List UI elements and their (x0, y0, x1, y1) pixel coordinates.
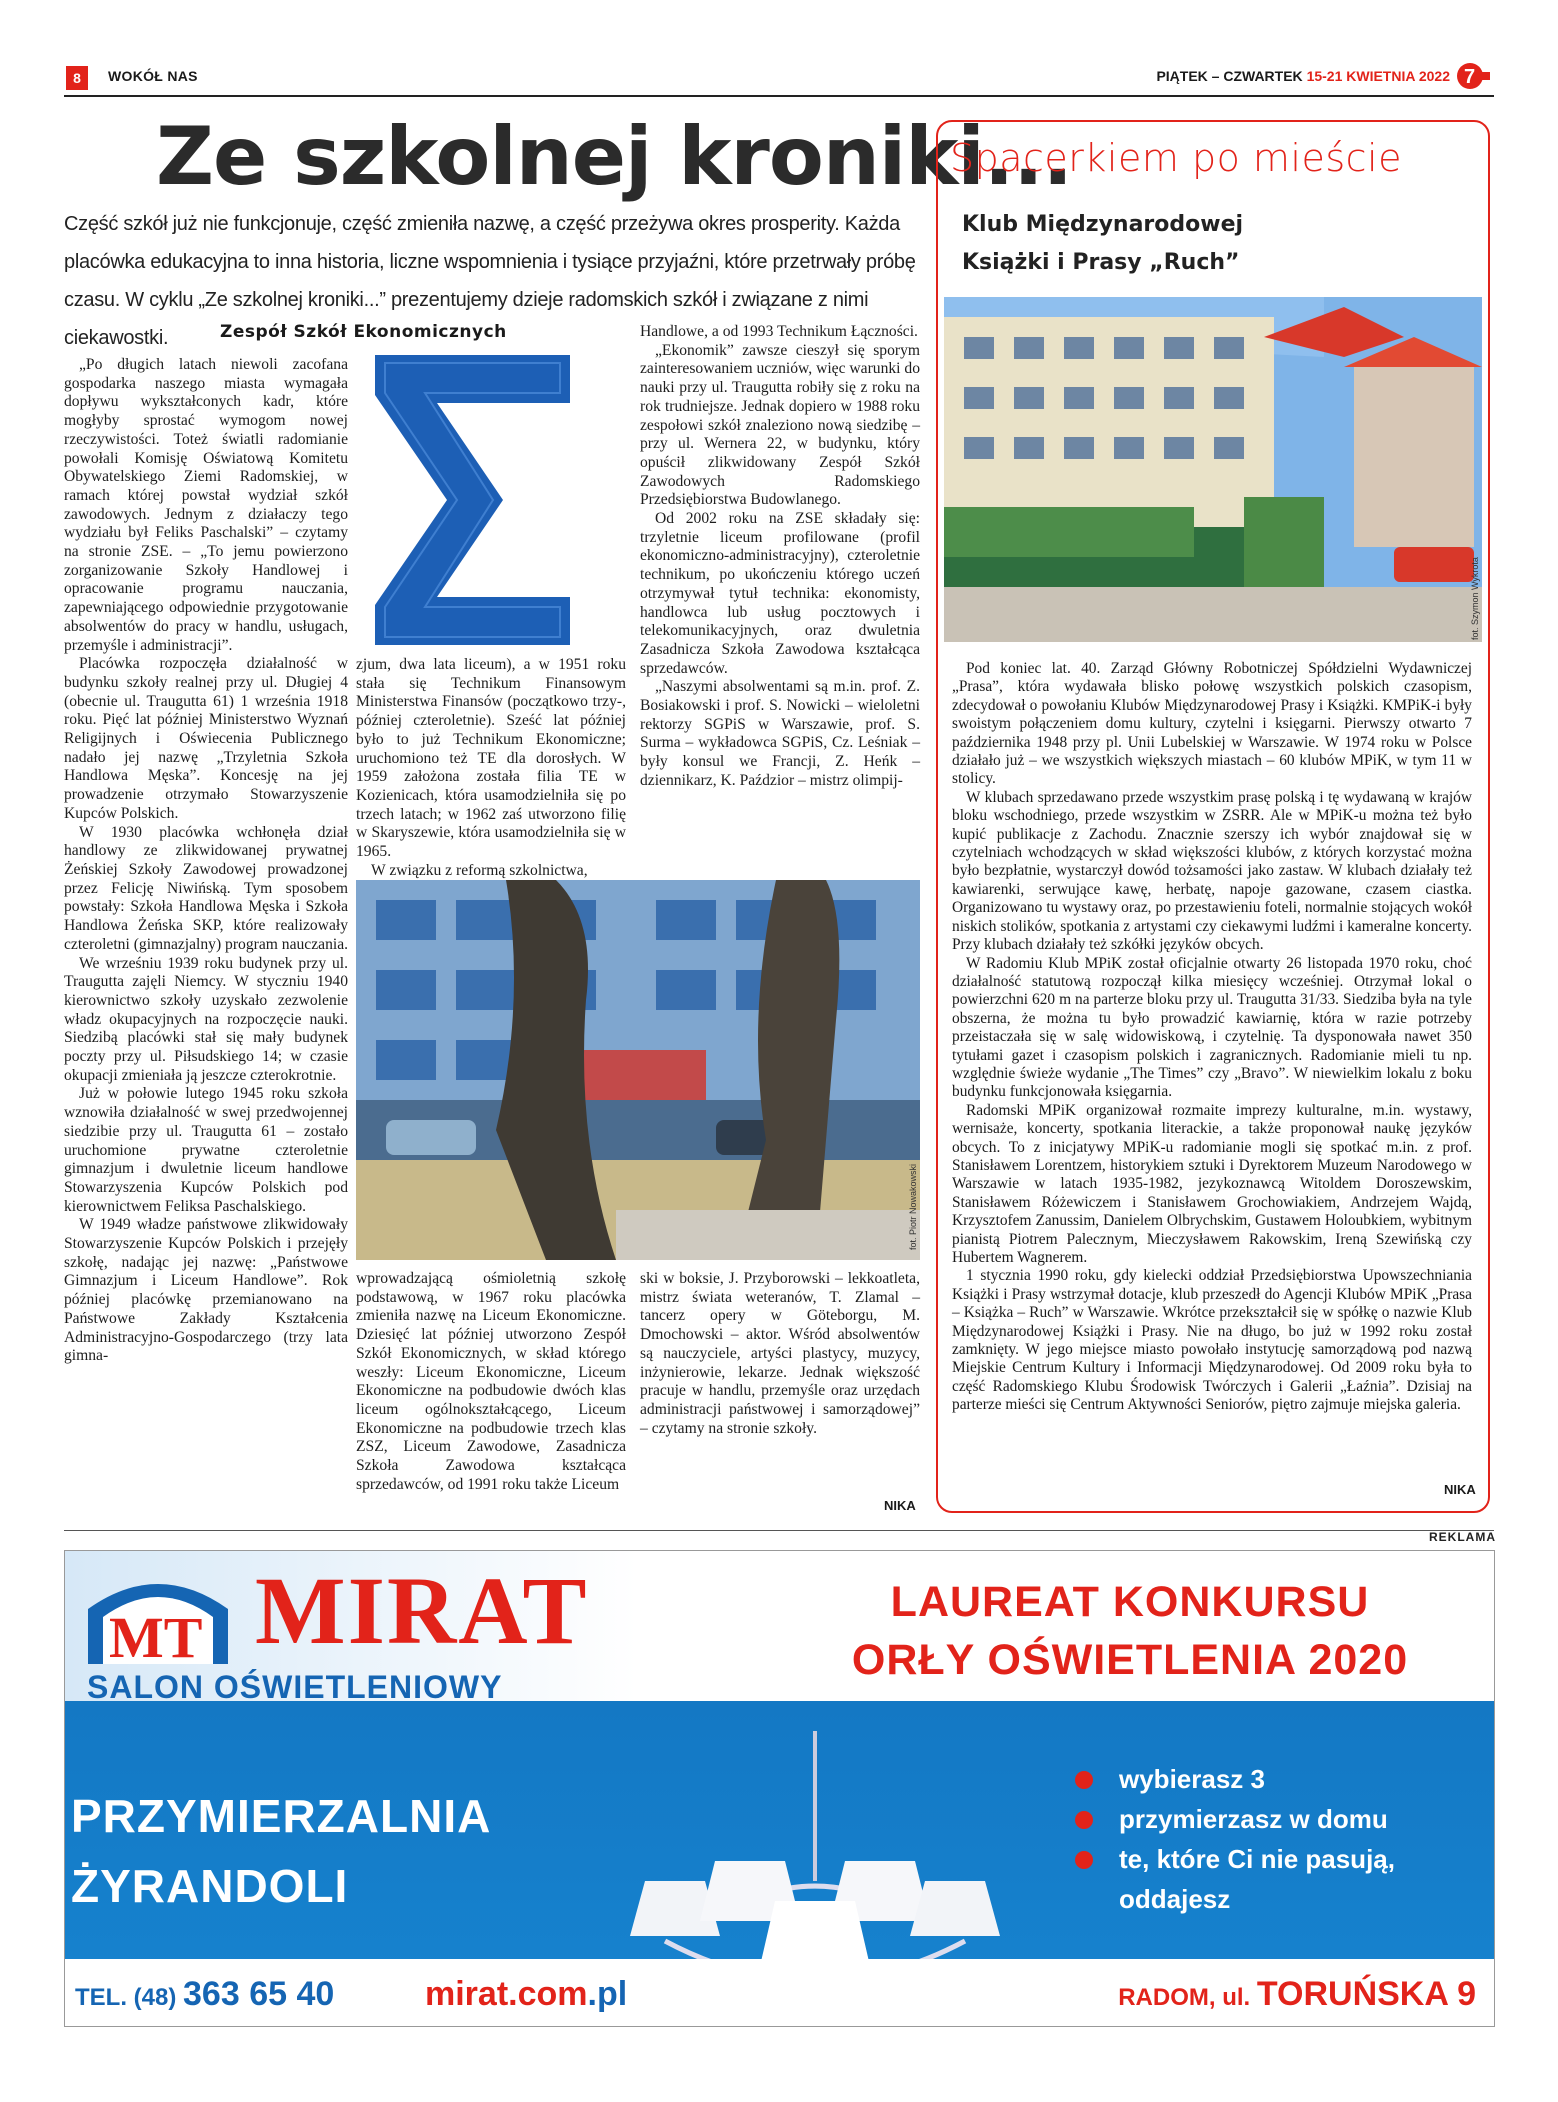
brand-tagline: SALON OŚWIETLENIOWY (87, 1669, 503, 1705)
newspaper-logo-icon (1456, 62, 1490, 90)
school-sigma-logo-icon (375, 355, 570, 645)
paragraph: zjum, dwa lata liceum), a w 1951 roku stała się Technikum Finansowym Ministerstwa Finansów (początkowo trzy-, później czteroletnie). Sześć lat później było to już Technikum Ekonomiczne; uruchomiono też TE dla dorosłych. W 1959 założona została filia TE w Kozienicach, która usamodzielniła się po trzech latach; w 1962 zaś utworzono filię w Skaryszewie, która usamodzielniła się w 1965. (356, 656, 626, 861)
bullet-text: wybierasz 3 (1119, 1764, 1265, 1794)
promo-line: ŻYRANDOLI (71, 1860, 349, 1912)
phone-digits: 363 65 40 (183, 1975, 335, 2013)
date-prefix: PIĄTEK – CZWARTEK (1156, 68, 1307, 84)
website-domain: mirat.com (425, 1975, 588, 2013)
list-item (1075, 1759, 1395, 1799)
list-item (1075, 1879, 1395, 1919)
paragraph: W klubach sprzedawano przede wszystkim prasę polską i tę wydawaną w krajów bloku wschodniego, przede wszystkim w ZSRR. Ale w MPiK-u można też było kupić publikacje z Zachodu. Znacznie szerszy ich wybór znajdował się w czytelniach wchodzących w skład większości klubów, z których korzystać można było bezpłatnie, wystarczył dowód tożsamości jako zastaw. W klubach działały też kawiarenki, serwujące kawę, herbatę, napoje gazowane, czasem ciastka. Organizowano tu wystawy oraz, po przestawieniu foteli, normalnie stojących wokół niskich stolików, spotkania z artystami czy ciekawymi ludźmi i kameralne koncerty. Przy klubach działały też szkółki języków obcych. (952, 788, 1472, 954)
sidebar-photo-credit: fot. Szymon Wykrota (1470, 557, 1480, 640)
paragraph: We wrześniu 1939 roku budynek przy ul. Traugutta zajęli Niemcy. W styczniu 1940 kierownictwo szkoły uzyskało zezwolenie władz okupacyjnych na rozpoczęcie nauki. Siedzibą placówki stał się mały budynek poczty przy ul. Piłsudskiego 14; w czasie okupacji zmieniała ją jeszcze czterokrotnie. (64, 954, 348, 1084)
svg-text:7: 7 (1464, 66, 1476, 88)
paragraph: Handlowe, a od 1993 Technikum Łączności. (640, 323, 918, 340)
photo-credit: fot. Piotr Nowakowski (908, 1163, 918, 1250)
sidebar-subtitle-line: Książki i Prasy „Ruch” (962, 250, 1240, 275)
bullet-text: oddajesz (1119, 1884, 1231, 1914)
header-rule (64, 95, 1494, 97)
page-number: 8 (66, 66, 88, 90)
sidebar-signature: NIKA (1444, 1482, 1476, 1497)
promo-bullets (1075, 1759, 1395, 1919)
list-item (1075, 1799, 1395, 1839)
sidebar-subtitle-line: Klub Międzynarodowej (962, 212, 1244, 237)
article-column-2-top (356, 656, 626, 880)
paragraph: W związku z reformą szkolnictwa, (371, 861, 588, 879)
address-street: TORUŃSKA 9 (1256, 1975, 1476, 2013)
bullet-text: te, które Ci nie pasują, (1119, 1844, 1395, 1874)
school-building-photo (356, 880, 920, 1260)
issue-date (1156, 68, 1450, 84)
paragraph: „Po długich latach niewoli zacofana gospodarka naszego miasta wymagała dopływu wykształconych kadr, które mogłyby sprostać wymogom nowej rzeczywistości. Toteż światli radomianie powołali Komisję Oświatową Komitetu Obywatelskiego Ziemi Radomskiej, w ramach której powstał wydział szkół zawodowych. Jednym z działaczy tego wydziału był Feliks Paschalski” – czytamy na stronie ZSE. – „To jemu powierzono zorganizowanie Szkoły Handlowej i opracowanie programu nauczania, zapewniającego odpowiednie przygotowanie absolwentów do pracy w handlu, usługach, przemyśle i administracji”. (64, 356, 348, 654)
sidebar-body (952, 660, 1472, 1415)
paragraph: wprowadzającą ośmioletnią szkołę podstawową, w 1967 roku placówka zmieniła nazwę na Liceum Ekonomiczne. Dziesięć lat później utworzono Zespół Szkół Ekonomicznych, w skład którego weszły: Liceum Ekonomiczne, Liceum Ekonomiczne na podbudowie dwóch klas liceum ogólnokształcącego, Liceum Ekonomiczne na podbudowie trzech klas ZSZ, Liceum Zawodowe, Zasadnicza Szkoła Zawodowa kształcąca sprzedawców, od 1991 roku także Liceum (356, 1270, 626, 1493)
paragraph: „Ekonomik” zawsze cieszył się sporym zainteresowaniem uczniów, więc warunki do nauki przy ul. Traugutta robiły się z roku na rok trudniejsze. Jednak dopiero w 1988 roku zespołowi szkół znaleziono nową siedzibę – przy ul. Wernera 22, w budynku, który opuścił zlikwidowany Zespół Szkół Zawodowych Radomskiego Przedsiębiorstwa Budowlanego. (640, 341, 921, 509)
article-subhead: Zespół Szkół Ekonomicznych (220, 322, 507, 342)
ad-label: REKLAMA (1429, 1530, 1496, 1544)
award-line: LAUREAT KONKURSU (890, 1578, 1370, 1626)
bullet-icon (1075, 1771, 1093, 1789)
phone-label: TEL. (48) (75, 1984, 184, 2011)
promo-headline (65, 1781, 491, 1921)
article-column-3-bottom (640, 1270, 920, 1438)
paragraph: „Naszymi absolwentami są m.in. prof. Z. Bosiakowski i prof. S. Nowicki – wieloletni rektorzy SGPiS w Warszawie, prof. S. Surma – wykładowca SGPiS, Cz. Leśniak – były konsul we Francji, Z. Heńk – dziennikarz, K. Paździor – mistrz olimpij- (640, 678, 920, 789)
paragraph: W 1930 placówka wchłonęła dział handlowy ze zlikwidowanej prywatnej Żeńskiej Szkoły Zawodowej prowadzonej przez Felicję Niwińską. Tym sposobem powstały: Szkoła Handlowa Męska i Szkoła Handlowa Żeńska SKP, które realizowały czteroletni (gimnazjalny) program nauczania. (64, 823, 349, 953)
address-prefix: RADOM, ul. (1118, 1984, 1257, 2011)
section-name: WOKÓŁ NAS (108, 68, 198, 84)
mirat-logo-icon (83, 1569, 233, 1669)
club-building-photo (944, 297, 1482, 642)
paragraph: Już w połowie lutego 1945 roku szkoła wznowiła działalność w swej przedwojennej siedzibie przy ul. Traugutta 61 – zostało uruchomione prywatne czteroletnie gimnazjum i dwuletnie liceum handlowe Stowarzyszenia Kupców Polskich pod kierownictwem Feliksa Paschalskiego. (64, 1085, 348, 1215)
paragraph: Pod koniec lat. 40. Zarząd Główny Robotniczej Spółdzielni Wydawniczej „Prasa”, która wydawała blisko połowę wszystkich polskich czasopism, zdecydował o powołaniu Klubów Międzynarodowej Prasy i Książki. KMPiK-i były swoistym połączeniem domu kultury, czytelni i księgarni. Pierwszy otwarto 7 października 1948 przy pl. Unii Lubelskiej w Warszawie. W 1974 roku w Polsce działało już – we wszystkich większych miastach – 60 klubów MPiK, w tym 11 w stolicy. (952, 660, 1472, 788)
website-tld: .pl (587, 1975, 628, 2013)
article-column-2-bottom (356, 1270, 626, 1494)
paragraph: Od 2002 roku na ZSE składały się: trzyletnie liceum profilowane (profil ekonomiczno-administracyjny), czteroletnie technikum, po ukończeniu którego uczeń otrzymywał tytuł technika: ekonomisty, handlowca lub usług pocztowych i telekomunikacyjnych, oraz dwuletnia Zasadnicza Szkoła Zawodowa kształcąca sprzedawców. (640, 510, 920, 677)
article-lead: Część szkół już nie funkcjonuje, część zmieniła nazwę, a część przeżywa okres prosperity. Każda placówka edukacyjna to inna historia, liczne wspomnienia i tysiące przyjaźni, które przetrwały próbę czasu. W cyklu „Ze szkolnej kroniki...” prezentujemy dzieje radomskich szkół i związane z nimi ciekawostki. (64, 213, 916, 349)
ad-separator (64, 1530, 1494, 1531)
brand-name: MIRAT (255, 1557, 589, 1664)
award-line: ORŁY OŚWIETLENIA 2020 (851, 1636, 1409, 1684)
article-signature: NIKA (884, 1498, 916, 1513)
award-text (785, 1573, 1475, 1689)
advertisement[interactable] (64, 1550, 1495, 2027)
article-headline: Ze szkolnej kroniki... (156, 110, 1073, 203)
paragraph: 1 stycznia 1990 roku, gdy kielecki oddział Przedsiębiorstwa Upowszechniania Książki i Prasy wstrzymał dotacje, klub przeszedł do Agencji Klubów MPiK „Prasa – Książka – Ruch” w Warszawie. Wkrótce przekształcił się w spółkę o nazwie Klub Międzynarodowej Książki i Prasy. Nie na długo, bo już w 1992 roku został zamknięty. W jego miejsce miasto powołało instytucję samorządową pod nazwą Miejskie Centrum Kultury i Informacji Międzynarodowej. Od 2009 roku była to część Radomskiego Klubu Środowisk Twórczych i Galerii „Łaźnia”. Dzisiaj na parterze mieści się Centrum Aktywności Seniorów, piętro zajmuje miejska galeria. (952, 1267, 1472, 1414)
website-link[interactable] (425, 1975, 627, 2014)
logo-letters: MT (109, 1605, 203, 1669)
sidebar-subtitle (962, 206, 1243, 282)
article-column-1 (64, 356, 348, 1366)
bullet-icon (1075, 1851, 1093, 1869)
phone-number[interactable] (75, 1975, 334, 2014)
article-column-3-top (640, 323, 920, 791)
promo-line: PRZYMIERZALNIA (71, 1790, 492, 1842)
paragraph: Placówka rozpoczęła działalność w budynku szkoły realnej przy ul. Długiej 4 (obecnie ul. Traugutta 61) 1 września 1918 roku. Pięć lat później Ministerstwo Wyznań Religijnych i Oświecenia Publicznego nadało jej nazwę „Trzyletnia Szkoła Handlowa Męska”. Koncesję na jej prowadzenie otrzymało Stowarzyszenie Kupców Polskich. (64, 655, 348, 822)
paragraph: ski w boksie, J. Przyborowski – lekkoatleta, mistrz świata weteranów, T. Zlamal – tancerz opery w Göteborgu, M. Dmochowski – aktor. Wśród absolwentów są nauczyciele, artyści plastycy, muzycy, inżynierowie, lekarze. Jednak większość pracuje w handlu, przemyśle oraz urzędach administracji państwowej i samorządowej” – czytamy na stronie szkoły. (640, 1270, 920, 1437)
date-range: 15-21 KWIETNIA 2022 (1306, 68, 1450, 84)
sidebar-title: Spacerkiem po mieście (950, 136, 1402, 180)
paragraph: W 1949 władze państwowe zlikwidowały Stowarzyszenie Kupców Polskich i przejęły szkołę, nadając jej nazwę: „Państwowe Gimnazjum i Liceum Handlowe”. Rok później placówkę przemianowano na Państwowe Zakłady Kształcenia Administracyjno-Gospodarczego (trzy lata gimna- (64, 1216, 348, 1365)
paragraph: Radomski MPiK organizował rozmaite imprezy kulturalne, m.in. wystawy, wernisaże, koncerty, spotkania literackie, a także proponował naukę języków obcych. To z inicjatywy MPiK-u radomianie mogli się spotkać m.in. z prof. Stanisławem Lorentzem, historykiem sztuki i Dyrektorem Muzeum Narodowego w Warszawie w latach 1935-1982, jezykoznawcą Witoldem Doroszewskim, Stanisławem Różewiczem i Stanisławem Grochowiakiem, Andrzejem Wajdą, Krzysztofem Zanussim, Danielem Olbrychskim, Gustawem Holoubkiem, wybitnym pianistą Piotrem Palecznym, Mieczysławem Rakowskim, Ireną Szewińską czy Hubertem Wagnerem. (952, 1101, 1472, 1266)
bullet-text: przymierzasz w domu (1119, 1804, 1388, 1834)
store-address (1118, 1975, 1476, 2014)
list-item (1075, 1839, 1395, 1879)
paragraph: W Radomiu Klub MPiK został oficjalnie otwarty 26 listopada 1970 roku, choć działalność statutową rozpoczął kilka miesięcy wcześniej. Otrzymał lokal o powierzchni 620 m na parterze bloku przy ul. Traugutta 31/33. Siedziba była na tyle obszerna, że można tu było prowadzić kawiarnię, która w razie potrzeby przeistaczała się w salę widowiskową, i czytelnię. Ta dysponowała nawet 350 tytułami gazet i czasopism polskich i zagranicznych. Radomianie mieli tu np. względnie świeże wydanie „The Times” czy „Bravo”. W niewielkim lokalu z boku budynku funkcjonowała księgarnia. (952, 954, 1472, 1101)
bullet-icon (1075, 1811, 1093, 1829)
